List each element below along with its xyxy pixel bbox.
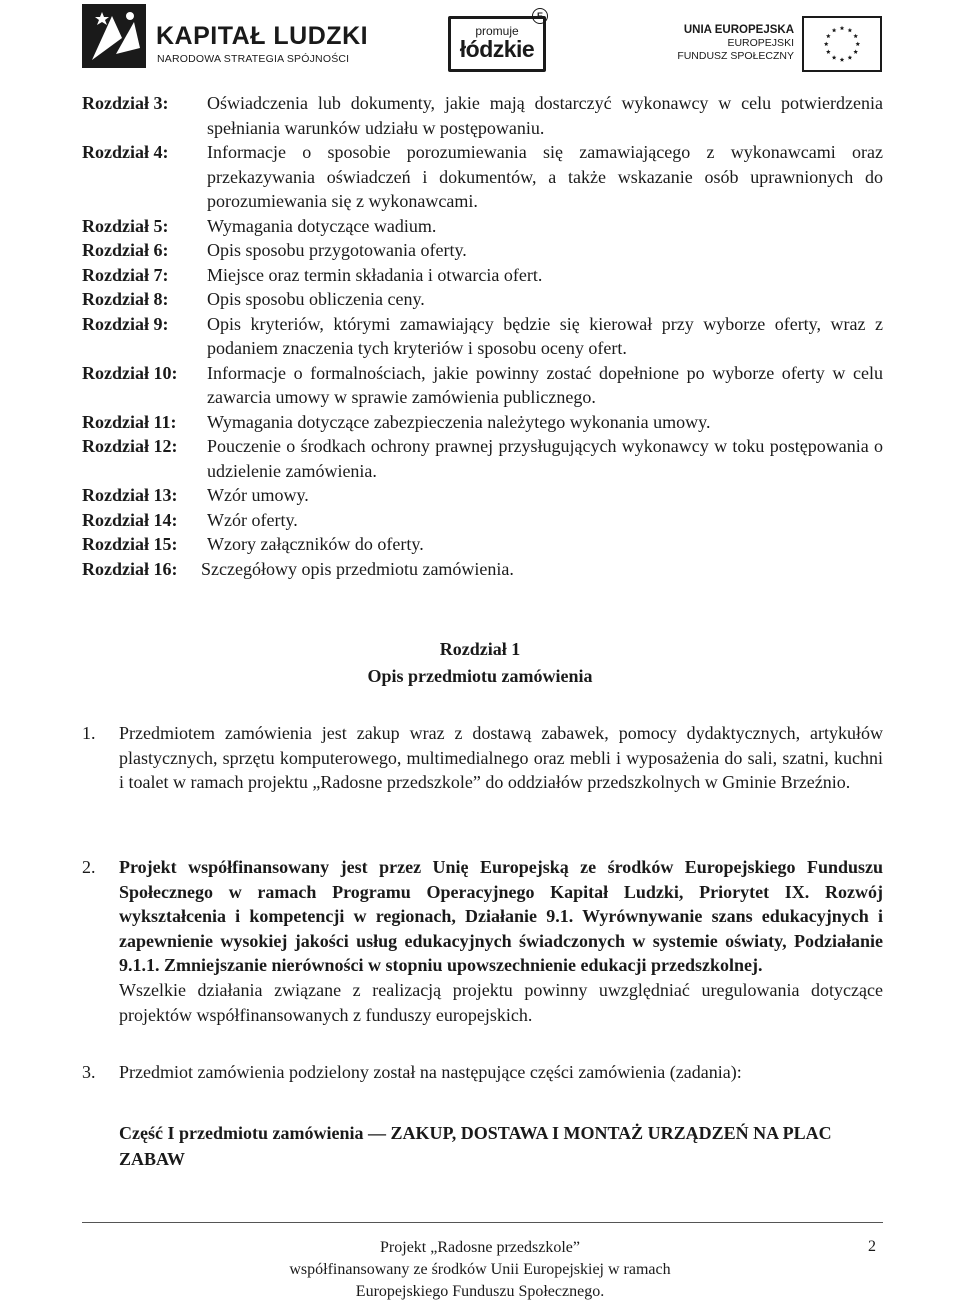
paragraph-number: 3. (82, 1062, 96, 1082)
chapter-item (82, 287, 883, 312)
chapter-item (82, 557, 883, 582)
footer-divider (82, 1222, 883, 1223)
chapter-text: Miejsce oraz termin składania i otwarcia ofert. (207, 264, 543, 285)
eu-star-icon (826, 49, 831, 53)
promuje-lodzkie-logo (446, 4, 550, 70)
chapter-label: Rozdział 9: (82, 313, 169, 334)
section-title: Opis przedmiotu zamówienia (367, 666, 593, 686)
chapter-item (82, 214, 883, 239)
eu-text-block (677, 24, 794, 63)
chapter-item (82, 532, 883, 557)
eu-flag-icon (802, 16, 882, 72)
chapter-text: Wzór oferty. (207, 509, 298, 530)
eu-star-icon (848, 28, 853, 32)
eu-star-icon (853, 34, 858, 38)
kapital-ludzki-subtitle: NARODOWA STRATEGIA SPÓJNOŚCI (157, 53, 350, 65)
eu-line-3: FUNDUSZ SPOŁECZNY (677, 50, 794, 62)
chapter-label: Rozdział 15: (82, 534, 178, 554)
chapter-item (82, 263, 883, 288)
chapter-item (82, 434, 883, 483)
chapter-label: Rozdział 8: (82, 289, 169, 309)
chapter-text: Szczegółowy opis przedmiotu zamówienia. (201, 558, 514, 579)
chapter-text: Pouczenie o środkach ochrony prawnej przysługujących wykonawcy w toku postępowania o udzielenie zamówienia. (207, 436, 883, 481)
footer-line-3: Europejskiego Funduszu Społecznego. (355, 1283, 605, 1300)
eu-star-icon (848, 55, 853, 59)
chapter-label: Rozdział 13: (82, 485, 178, 505)
chapter-label: Rozdział 3: (82, 93, 169, 113)
eu-star-icon (826, 34, 831, 38)
promuje-lodzkie-frame (448, 16, 546, 72)
eu-star-icon (840, 57, 845, 61)
chapter-item (82, 312, 883, 361)
paragraph-1 (82, 721, 883, 795)
registered-mark-icon: E (532, 8, 548, 24)
paragraph-text: Przedmiot zamówienia podzielony został na następujące części zamówienia (zadania): (119, 1062, 742, 1082)
chapter-item (82, 91, 883, 140)
chapter-text: Wzory załączników do oferty. (207, 534, 424, 554)
eu-star-icon (832, 28, 837, 32)
chapter-label: Rozdział 6: (82, 240, 169, 260)
chapter-item (82, 483, 883, 508)
chapter-item (82, 410, 883, 435)
page-number: 2 (868, 1238, 876, 1255)
chapter-text: Wzór umowy. (207, 485, 309, 505)
paragraph-number: 2. (82, 857, 96, 877)
eu-star-icon (824, 42, 829, 46)
eu-star-icon (840, 26, 845, 30)
eu-star-icon (832, 55, 837, 59)
section-heading (0, 636, 960, 690)
chapter-text: Opis kryteriów, którymi zamawiający będzie się kierował przy wyborze oferty, wraz z podaniem znaczenia tych kryteriów i sposobu oceny ofert. (207, 313, 883, 358)
chapter-text: Informacje o formalnościach, jakie powinny zostać dopełnione po wyborze oferty w celu zawarcia umowy w sprawie zamówienia publicznego. (207, 362, 883, 407)
footer-line-1: Projekt „Radosne przedszkole” (380, 1239, 580, 1256)
paragraph-text: Wszelkie działania związane z realizacją projektu powinny uwzględniać uregulowania dotyczące projektów współfinansowanych z funduszy europejskich. (119, 979, 883, 1025)
eu-efs-logo (678, 10, 882, 72)
paragraph-2 (82, 855, 883, 1027)
chapter-label: Rozdział 7: (82, 264, 169, 285)
chapter-list (82, 91, 883, 581)
chapter-label: Rozdział 14: (82, 509, 178, 530)
chapter-text: Informacje o sposobie porozumiewania się zamawiającego z wykonawcami oraz przekazywania oświadczeń i dokumentów, a także wskazanie osób uprawnionych do porozumiewania się z wykonawcami. (207, 142, 883, 211)
paragraph-text: Przedmiotem zamówienia jest zakup wraz z dostawą zabawek, pomocy dydaktycznych, artykułów plastycznych, sprzętu komputerowego, multimedialnego oraz mebli i wyposażenia do sali, szatni, kuchni i toalet w ramach projektu „Radosne przedszkole” do oddziałów przedszkolnych w Gminie Brzeźnio. (119, 723, 883, 793)
chapter-text: Opis sposobu obliczenia ceny. (207, 289, 425, 309)
chapter-text: Wymagania dotyczące wadium. (207, 215, 437, 236)
chapter-text: Wymagania dotyczące zabezpieczenia należytego wykonania umowy. (207, 411, 711, 432)
paragraph-bold-text: Projekt współfinansowany jest przez Unię Europejską ze środków Europejskiego Funduszu Społecznego w ramach Programu Operacyjnego Kapitał Ludzki, Priorytet IX. Rozwój wykształcenia i kompetencji w regionach, Działanie 9.1. Wyrównywanie szans edukacyjnych i zapewnienie wysokiej jakości usług edukacyjnych świadczonych w systemie oświaty, Podziałanie 9.1.1. Zmniejszanie nierówności w stopniu upowszechnienie edukacji przedszkolnej. (119, 857, 883, 976)
chapter-text: Opis sposobu przygotowania oferty. (207, 240, 467, 260)
page-header (0, 0, 960, 80)
paragraph-number: 1. (82, 723, 96, 743)
section-number: Rozdział 1 (439, 639, 521, 659)
chapter-label: Rozdział 12: (82, 436, 178, 456)
chapter-item (82, 508, 883, 533)
eu-line-2: EUROPEJSKI (727, 37, 794, 49)
eu-star-icon (853, 49, 858, 53)
kapital-ludzki-title: KAPITAŁ LUDZKI (156, 22, 369, 50)
footer-line-2: współfinansowany ze środków Unii Europejskiej w ramach (289, 1261, 671, 1278)
eu-line-1: UNIA EUROPEJSKA (683, 24, 794, 36)
chapter-label: Rozdział 16: (82, 558, 178, 579)
kapital-ludzki-logo (82, 2, 369, 72)
paragraph-3 (82, 1060, 883, 1085)
promuje-text: promuje (475, 24, 519, 38)
chapter-label: Rozdział 4: (82, 142, 169, 162)
kapital-ludzki-emblem-icon (82, 4, 146, 68)
chapter-text: Oświadczenia lub dokumenty, jakie mają dostarczyć wykonawcy w celu potwierdzenia spełniania warunków udziału w postępowaniu. (207, 93, 883, 138)
lodzkie-text: łódzkie (459, 36, 535, 62)
chapter-label: Rozdział 5: (82, 215, 169, 236)
eu-star-icon (855, 42, 860, 46)
page-footer (0, 1237, 960, 1303)
part-heading: Część I przedmiotu zamówienia — ZAKUP, DOSTAWA I MONTAŻ URZĄDZEŃ NA PLAC ZABAW (119, 1123, 832, 1169)
chapter-label: Rozdział 11: (82, 411, 177, 432)
chapter-item (82, 361, 883, 410)
chapter-label: Rozdział 10: (82, 362, 178, 383)
chapter-item (82, 140, 883, 214)
chapter-item (82, 238, 883, 263)
